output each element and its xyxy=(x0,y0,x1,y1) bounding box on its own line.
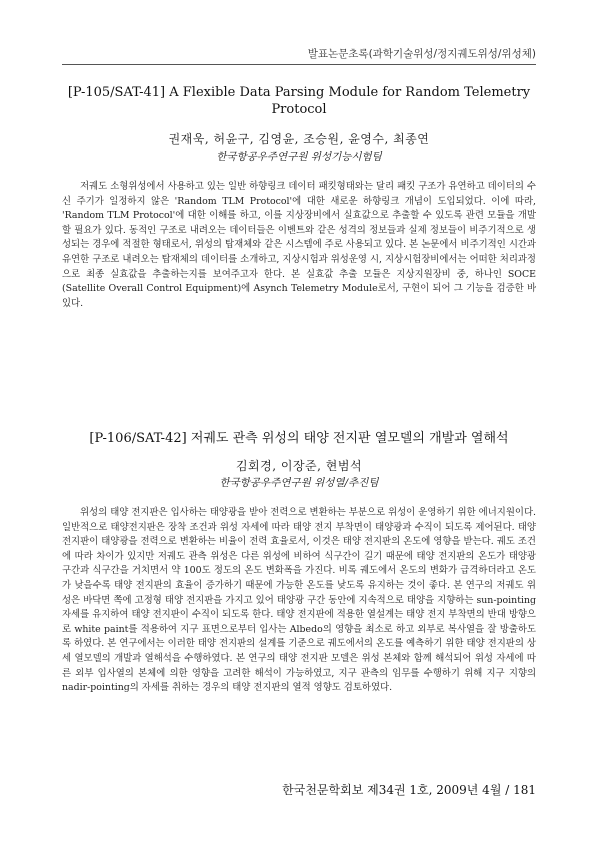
abstract-authors: 김회경, 이장준, 현범석 xyxy=(235,459,363,473)
abstract-title: [P-106/SAT-42] 저궤도 관측 위성의 태양 전지판 열모델의 개발과 열해석 xyxy=(89,431,509,446)
abstract-authors: 권재욱, 허윤구, 김영윤, 조승원, 윤영수, 최종연 xyxy=(168,132,430,146)
abstract-body: 위성의 태양 전지판은 입사하는 태양광을 받아 전력으로 변환하는 부분으로 위성이 운영하기 위한 에너지원이다. 일반적으로 태양전지판은 장착 조건과 위성 자세에 따라 태양 전지 부착면이 태양광과 수직이 되도록 제어된다. 태양 전지판이 태양광을 전력으로 변환하는 비율이 전력 효율로서, 이것은 태양 전지판의 온도에 영향을 받는다. 궤도 조건에 따라 차이가 있지만 저궤도 관측 위성은 다른 위성에 비하여 식구간이 길기 때문에 태양 전지판의 온도가 태양광 구간과 식구간을 거치면서 약 100도 정도의 온도 변화폭을 가진다. 비록 궤도에서 온도의 변화가 급격하더라고 온도가 낮을수록 태양 전지판의 효율이 증가하기 때문에 가능한 온도를 낮도록 유지하는 것이 좋다. 본 연구의 저궤도 위성은 바닥면 쪽에 고정형 태양 전지판을 가지고 있어 태양광 구간 동안에 지속적으로 태양을 지향하는 sun-pointing 자세를 유지하여 태양 전지판이 수직이 되도록 한다. 태양 전지판에 적용한 열설계는 태양 전지 부착면의 반대 방향으로 white paint를 적용하여 지구 표면으로부터 입사는 Albedo의 영향을 최소로 하고 외부로 복사열을 잘 방출하도록 하였다. 본 연구에서는 이러한 태양 전지판의 설계를 기준으로 궤도에서의 온도를 예측하기 위한 태양 전지판의 상세 열모델의 개발과 열해석을 수행하였다. 본 연구의 태양 전지판 모델은 위성 본체와 함께 해석되어 위성 자세에 따른 외부 입사열의 본체에 의한 영향을 고려한 해석이 가능하였고, 지구 관측의 임무를 수행하기 위해 지구 지향의 nadir-pointing의 자세를 취하는 경우의 태양 전지판의 열적 영향도 검토하였다. xyxy=(62,507,536,694)
page-footer-citation: 한국천문학회보 제34권 1호, 2009년 4월 / 181 xyxy=(282,783,536,797)
abstract-body: 저궤도 소형위성에서 사용하고 있는 일반 하향링크 데이터 패킷형태와는 달리 패킷 구조가 유연하고 데이터의 수신 주기가 일정하지 않은 'Random TLM Protocol'에 대한 새로운 하향링크 개념이 도입되었다. 이에 따라, 'Random TLM Protocol'에 대한 이해를 하고, 이를 지상장비에서 실효값으로 추출할 수 있도록 관련 모듈을 개발할 필요가 있다. 동적인 구조로 내려오는 데이터들은 이벤트와 같은 성격의 정보들과 실제 정보들이 비주기적으로 생성되는 경우에 적절한 형태로서, 위성의 탑재체와 같은 시스템에 주로 사용되고 있다. 본 논문에서 비주기적인 시간과 유연한 구조로 내려오는 탑재체의 데이터를 소개하고, 지상시험과 위성운영 시, 지상시험장비에서는 어떠한 처리과정으로 최종 실효값을 추출하는지를 보여주고자 한다. 본 실효값 추출 모듈은 지상지원장비 중, 하나인 SOCE (Satellite Overall Control Equipment)에 Asynch Telemetry Module로서, 구현이 되어 그 기능을 검증한 바 있다. xyxy=(62,181,536,309)
section-header: 발표논문초록(과학기술위성/정지궤도위성/위성체) xyxy=(307,48,536,60)
abstract-title: [P-105/SAT-41] A Flexible Data Parsing Module for Random Telemetry Protocol xyxy=(67,85,531,117)
header-divider xyxy=(62,64,536,65)
abstract-affiliation: 한국항공우주연구원 위성열/추진팀 xyxy=(219,477,379,489)
abstract-affiliation: 한국항공우주연구원 위성기능시험팀 xyxy=(216,151,382,163)
